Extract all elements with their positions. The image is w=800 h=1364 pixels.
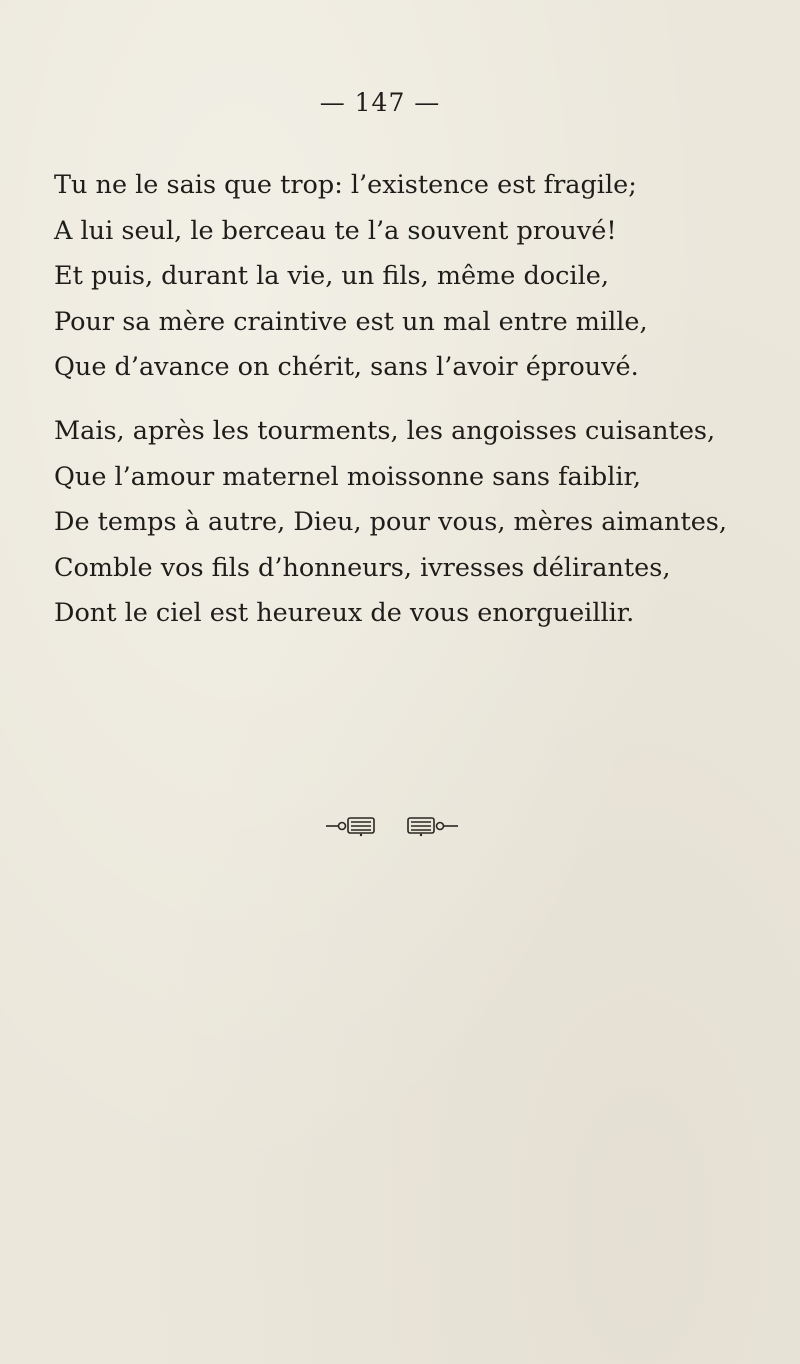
fleuron-ornament-icon [324,813,464,837]
verse-line: Que l’amour maternel moissonne sans faiblir, [54,461,642,492]
verse-line: Tu ne le sais que trop: l’existence est fragile; [54,170,637,200]
stanza-1 [54,163,774,391]
verse-line: Que d’avance on chérit, sans l’avoir éprouvé. [54,352,639,382]
verse-line: De temps à autre, Dieu, pour vous, mères aimantes, [54,507,727,537]
verse-line: Mais, après les tourments, les angoisses cuisantes, [54,416,716,446]
verse-line: Dont le ciel est heureux de vous enorgueillir. [54,598,635,628]
verse-line: Et puis, durant la vie, un fils, même docile, [54,261,609,291]
verse-line: Comble vos fils d’honneurs, ivresses délirantes, [54,552,671,583]
stanza-2 [54,409,774,637]
page-number: — 147 — [319,88,441,117]
verse-line: Pour sa mère craintive est un mal entre mille, [54,306,648,337]
verse-line: A lui seul, le berceau te l’a souvent prouvé! [54,215,617,246]
